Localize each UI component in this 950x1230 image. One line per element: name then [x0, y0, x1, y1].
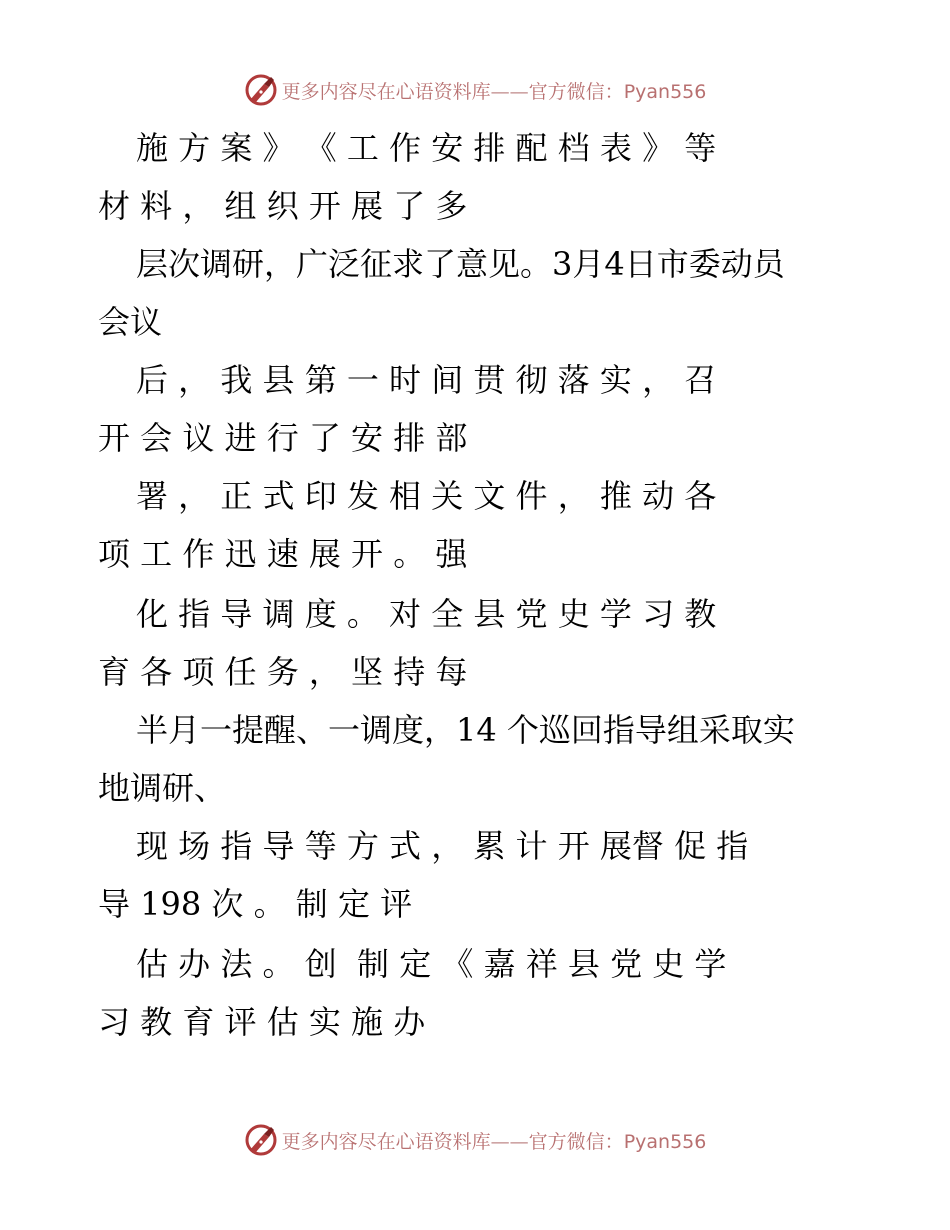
body-line: 后 ， 我 县 第 一 时 间 贯 彻 落 实 ， 召 [136, 361, 717, 399]
body-line: 项 工 作 迅 速 展 开 。 强 [98, 535, 468, 573]
body-line: 化 指 导 调 度 。 对 全 县 党 史 学 习 教 [136, 595, 717, 633]
body-line: 地调研、 [98, 769, 227, 807]
footer-wechat-label: 官方微信： [528, 1130, 624, 1153]
footer-separator: —— [490, 1130, 529, 1153]
body-line: 开 会 议 进 行 了 安 排 部 [98, 419, 468, 457]
body-line: 施 方 案 》 《 工 作 安 排 配 档 表 》 等 [136, 129, 717, 167]
body-line: 习 教 育 评 估 实 施 办 [98, 1003, 426, 1041]
footer-wechat-id: Pyan556 [623, 1130, 707, 1153]
body-line: 育 各 项 任 务 ， 坚 持 每 [98, 653, 468, 691]
body-line: 署 ， 正 式 印 发 相 关 文 件 ， 推 动 各 [136, 477, 717, 515]
body-line: 会议 [98, 303, 163, 341]
body-line: 材 料 ， 组 织 开 展 了 多 [98, 187, 468, 225]
body-line: 现 场 指 导 等 方 式 ， 累 计 开 展督 促 指 [136, 827, 749, 865]
header-text [282, 77, 707, 104]
footer-site-text: 更多内容尽在心语资料库 [281, 1130, 491, 1153]
footer-text [282, 1127, 707, 1154]
body-line: 层次调研，广泛征求了意见。3月4日市委动员 [136, 245, 785, 283]
footer-banner [0, 1120, 950, 1160]
header-banner [0, 70, 950, 110]
header-separator: —— [490, 80, 529, 103]
body-line: 半月一提醒、一调度，14 个巡回指导组采取实 [136, 711, 795, 749]
pen-nib-circle-icon [244, 1123, 278, 1157]
header-site-text: 更多内容尽在心语资料库 [281, 80, 491, 103]
header-wechat-label: 官方微信： [528, 80, 624, 103]
body-line: 导 198 次 。 制 定 评 [98, 885, 413, 923]
header-wechat-id: Pyan556 [623, 80, 707, 103]
pen-nib-circle-icon [244, 73, 278, 107]
body-line: 估 办 法 。 创 制 定 《 嘉 祥 县 党 史 学 [136, 945, 727, 983]
